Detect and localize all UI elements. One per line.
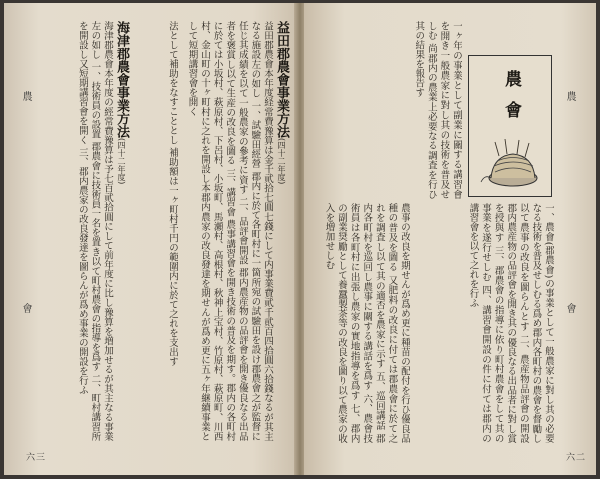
right-running-head-2: 會 [564,303,575,319]
section-1-title: 益田郡農會事業方法 [274,21,289,138]
left-annotation [134,21,178,441]
right-body-b [322,203,410,443]
section-2-title: 海津郡農會事業方法 [114,21,129,138]
left-running-head-2: 會 [20,303,31,319]
left-page-number: 六三 [26,453,47,463]
right-body-b-text: 農事の改良を期せんが爲め更に種苗の配付を行ひ優良品種の普及を圖る 又肥料の改良に付ては郡農會に於て之れを調査し以て其の適否を農家に示す 五、巡回講話 郡内各町村を巡回し農事に關する講話を爲す 六、農會技術員は各町村に出張し農家の實地指導を爲す 七、郡内の副業奨勵として養蠶製茶等の改良を圖り以て農家の收入を増加せしむ [323,203,410,443]
right-page-number: 六二 [566,453,587,463]
right-body-a [414,203,554,443]
chapter-header-title: 農會 [501,70,521,132]
left-annotation-text: 法として補助をなすこととし 補助額は一ヶ町村千円の範圍内に於て之れを支出す [167,21,178,367]
section-2-block [38,21,130,441]
left-running-head-1: 農 [20,91,31,107]
section-2-body: 海津郡農會本年度の經常費豫算は予七百貮拾圓にして前年度に比し豫算を増加せるが其主なる事業左の如し 一、技術員の設置 郡農會に技術員一名を置き以て町村農會の指導を爲す 二、町村講習所を開設し又短期講習會を開く 三、郡内農家の改良發達を圖らんが爲め事業の開設を行ふ [76,21,113,441]
left-page [4,3,296,475]
right-page [304,3,596,475]
chapter-header-box [468,55,552,197]
right-body-c-text: 一ヶ年の事業として副業に關する講習會を開き一般農家に對し其の技術を普及せしむ 尚郡内の農業上必要なる調査を行ひ其の結果を報告す [413,21,462,199]
section-1-year: (四十二年度) [277,138,286,185]
right-running-head-1: 農 [564,91,575,107]
section-1-block [182,21,290,441]
open-book [4,3,596,475]
right-body-a-text: 一、農會(郡農會)の事業として一般農家に對し其の必要なる技術を普及せしむる爲め郡内各町村の農會を督勵し以て農事の改良を圖らんとす 二、農産物品評會の開設 郡内農産物の品評會を開き其の優良なる出品者に對し賞を授與す 三、郡農會の指導に依り町村農會をして其の事業を遂行せしむ 四、講習會開設の件に付ては郡内の講習會を以て之れを行ふ [467,203,554,443]
section-1-body: 益田郡農會本年度経常費豫算は金千貮拾七圓七錢にして内事業費貮千貮百四拾圓六拾錢なるが其主なる施設左の如し 一、試驗田經營 郡内に於て各町村に一箇所宛の試驗田を設け郡農會之が監督に任じ其成績を以て一般農家の參考に資す 二、品評會開設 郡内農産物の品評會を開き優良なる出品者を褒賞し以て生産の改良を圖る 三、講習會 農事講習會を開き技術の普及を期す。郡内の各町村に於ては小坂村、萩原村、下呂村、小坂町、馬瀬村、高根村、秋神上宝村、竹原村、萩原町、川西村、金山町の十ヶ町村に之れを開設し本郡内農家の改良發達を期せんが爲め更に五ヶ年継續事業として短期講習會を開く [186,21,273,441]
section-2-year: (四十二年度) [117,138,126,185]
rice-basket-illustration [477,134,541,190]
right-body-c [334,21,462,199]
